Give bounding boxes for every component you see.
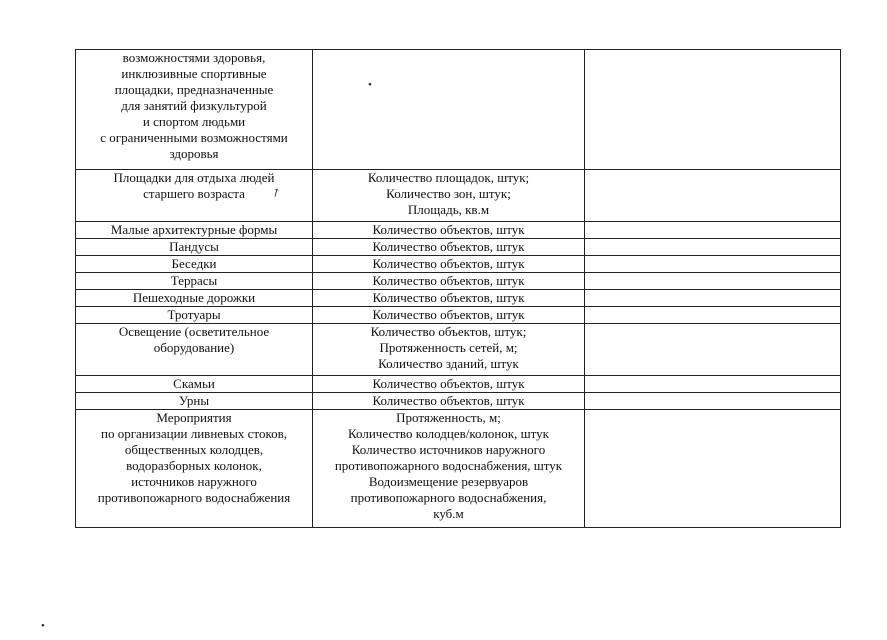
indicator-cell: Количество объектов, штук: [313, 307, 585, 324]
value-cell: [585, 222, 841, 239]
indicator-cell: Количество объектов, штук; Протяженность сетей, м; Количество зданий, штук: [313, 324, 585, 376]
object-name-cell: Скамьи: [76, 376, 313, 393]
indicator-cell: Количество объектов, штук: [313, 222, 585, 239]
table-row: [76, 307, 841, 324]
indicator-cell: Протяженность, м; Количество колодцев/колонок, штук Количество источников наружного противопожарного водоснабжения, штук Водоизмещение резервуаров противопожарного водоснабжения, куб.м: [313, 410, 585, 528]
table-row: [76, 50, 841, 170]
document-table: [75, 49, 841, 528]
table-row: [76, 376, 841, 393]
indicator-cell: Количество объектов, штук: [313, 273, 585, 290]
object-name-cell: Мероприятия по организации ливневых стоков, общественных колодцев, водоразборных колонок, источников наружного противопожарного водоснабжения: [76, 410, 313, 528]
value-cell: [585, 410, 841, 528]
indicator-cell: Количество объектов, штук: [313, 239, 585, 256]
table-row: [76, 256, 841, 273]
value-cell: [585, 170, 841, 222]
value-cell: [585, 393, 841, 410]
object-name-cell: Пандусы: [76, 239, 313, 256]
object-name-cell: Террасы: [76, 273, 313, 290]
scan-speck: ↗: [269, 185, 284, 201]
value-cell: [585, 307, 841, 324]
value-cell: [585, 290, 841, 307]
table-row: [76, 222, 841, 239]
indicator-cell: [313, 50, 585, 170]
indicator-cell: Количество объектов, штук: [313, 256, 585, 273]
indicator-cell: Количество объектов, штук: [313, 376, 585, 393]
table-row: [76, 273, 841, 290]
scan-speck: •: [368, 79, 372, 91]
table-row: [76, 393, 841, 410]
object-name-cell: Урны: [76, 393, 313, 410]
table-row: [76, 239, 841, 256]
indicator-cell: Количество объектов, штук: [313, 393, 585, 410]
object-name-cell: возможностями здоровья, инклюзивные спортивные площадки, предназначенные для занятий физкультурой и спортом людьми с ограниченными возможностями здоровья: [76, 50, 313, 170]
object-name-cell: Площадки для отдыха людей старшего возраста: [76, 170, 313, 222]
object-name-cell: Беседки: [76, 256, 313, 273]
value-cell: [585, 376, 841, 393]
indicator-cell: Количество площадок, штук; Количество зон, штук; Площадь, кв.м: [313, 170, 585, 222]
object-name-cell: Пешеходные дорожки: [76, 290, 313, 307]
value-cell: [585, 239, 841, 256]
object-name-cell: Тротуары: [76, 307, 313, 324]
object-name-cell: Освещение (осветительное оборудование): [76, 324, 313, 376]
scan-speck: •: [41, 620, 45, 632]
value-cell: [585, 273, 841, 290]
object-name-cell: Малые архитектурные формы: [76, 222, 313, 239]
indicator-cell: Количество объектов, штук: [313, 290, 585, 307]
table-row: [76, 324, 841, 376]
value-cell: [585, 324, 841, 376]
table-row: [76, 410, 841, 528]
value-cell: [585, 50, 841, 170]
table-row: [76, 290, 841, 307]
value-cell: [585, 256, 841, 273]
table-row: [76, 170, 841, 222]
